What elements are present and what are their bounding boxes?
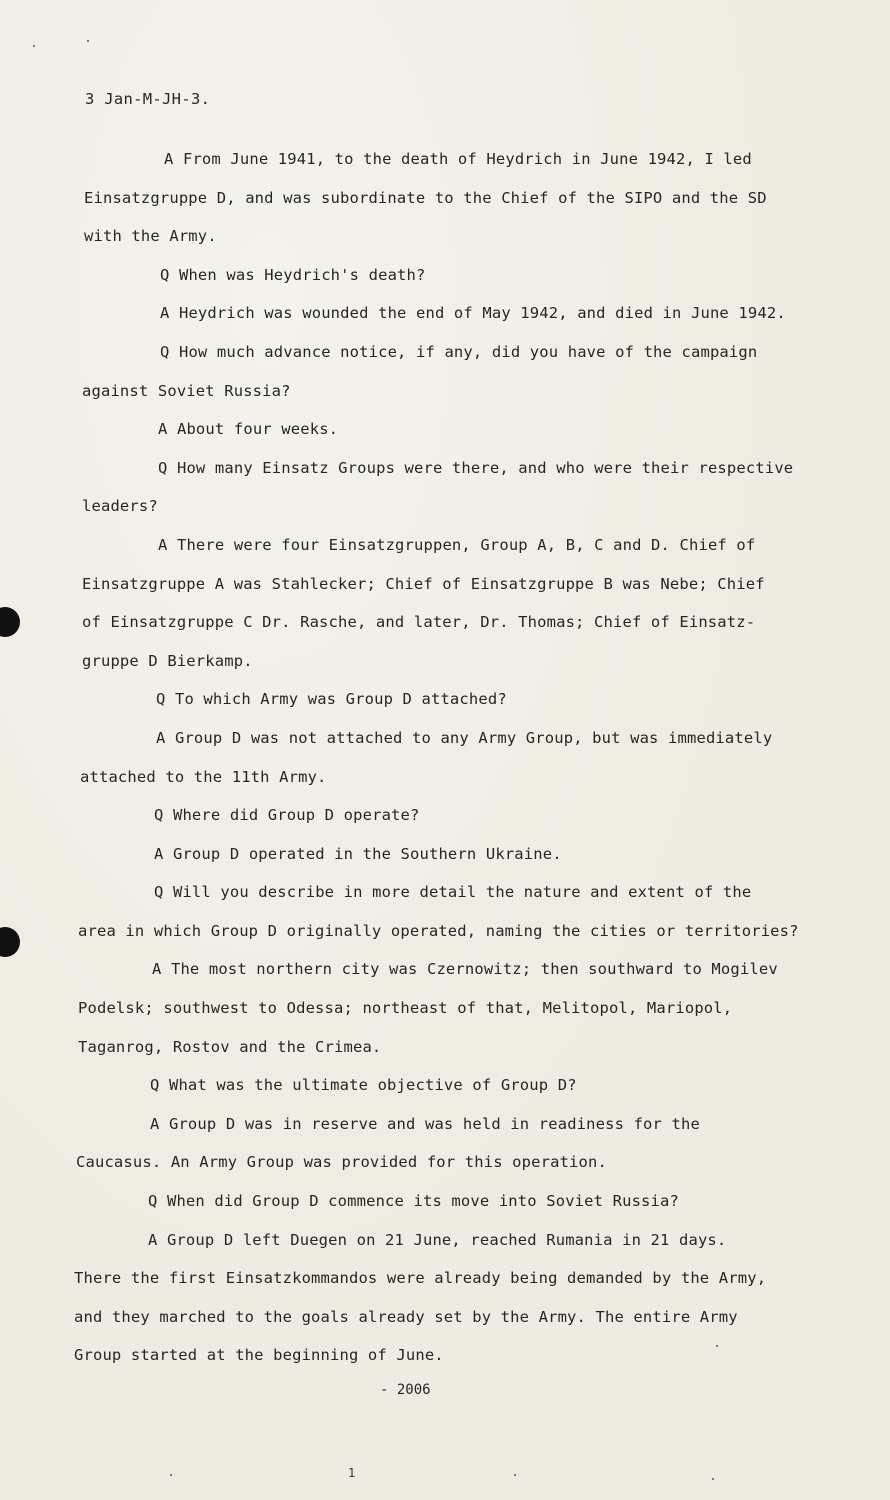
text-line: of Einsatzgruppe C Dr. Rasche, and later, Dr. Thomas; Chief of Einsatz- xyxy=(82,613,756,632)
text-line: A The most northern city was Czernowitz; then southward to Mogilev xyxy=(152,960,778,979)
text-line: Q When did Group D commence its move into Soviet Russia? xyxy=(148,1192,679,1211)
paper-speck xyxy=(33,45,35,47)
transcript-body xyxy=(70,140,830,1375)
text-line: Caucasus. An Army Group was provided for this operation. xyxy=(76,1153,607,1172)
text-line: Q When was Heydrich's death? xyxy=(160,265,426,284)
text-line: Taganrog, Rostov and the Crimea. xyxy=(78,1037,382,1056)
text-line: Q To which Army was Group D attached? xyxy=(156,690,507,709)
text-line: There the first Einsatzkommandos were already being demanded by the Army, xyxy=(74,1269,767,1288)
paper-speck xyxy=(170,1474,172,1476)
text-line: Group started at the beginning of June. xyxy=(74,1346,444,1365)
text-line: Q Will you describe in more detail the nature and extent of the xyxy=(154,883,752,902)
punch-hole-icon xyxy=(0,927,20,957)
page-number: - 2006 xyxy=(380,1382,431,1398)
text-line: Einsatzgruppe A was Stahlecker; Chief of Einsatzgruppe B was Nebe; Chief xyxy=(82,574,765,593)
text-line: Q How much advance notice, if any, did you have of the campaign xyxy=(160,342,758,361)
text-line: A Group D was not attached to any Army Group, but was immediately xyxy=(156,728,773,747)
punch-hole-icon xyxy=(0,607,20,637)
text-line: Einsatzgruppe D, and was subordinate to the Chief of the SIPO and the SD xyxy=(84,188,767,207)
text-line: gruppe D Bierkamp. xyxy=(82,651,253,670)
text-line: Podelsk; southwest to Odessa; northeast of that, Melitopol, Mariopol, xyxy=(78,999,733,1018)
text-line: with the Army. xyxy=(84,227,217,246)
paper-speck xyxy=(87,40,89,42)
document-reference: 3 Jan-M-JH-3. xyxy=(85,90,211,108)
text-line: A Heydrich was wounded the end of May 1942, and died in June 1942. xyxy=(160,304,786,323)
text-line: Q How many Einsatz Groups were there, and who were their respective xyxy=(158,458,794,477)
text-line: area in which Group D originally operated, naming the cities or territories? xyxy=(78,921,799,940)
text-line: A Group D left Duegen on 21 June, reached Rumania in 21 days. xyxy=(148,1230,727,1249)
text-line: Q Where did Group D operate? xyxy=(154,806,420,825)
text-line: Q What was the ultimate objective of Group D? xyxy=(150,1076,577,1095)
text-line: attached to the 11th Army. xyxy=(80,767,327,786)
text-line: and they marched to the goals already set by the Army. The entire Army xyxy=(74,1307,738,1326)
text-line: A From June 1941, to the death of Heydrich in June 1942, I led xyxy=(164,150,752,168)
paper-speck xyxy=(712,1478,714,1480)
text-line: leaders? xyxy=(82,497,158,516)
text-line: A About four weeks. xyxy=(158,420,339,439)
footer-mark: 1 xyxy=(348,1466,356,1480)
text-line: A Group D operated in the Southern Ukraine. xyxy=(154,844,562,863)
text-line: A Group D was in reserve and was held in readiness for the xyxy=(150,1114,700,1133)
text-line: A There were four Einsatzgruppen, Group A, B, C and D. Chief of xyxy=(158,535,756,554)
paper-speck xyxy=(514,1474,516,1476)
text-line: against Soviet Russia? xyxy=(82,381,291,400)
